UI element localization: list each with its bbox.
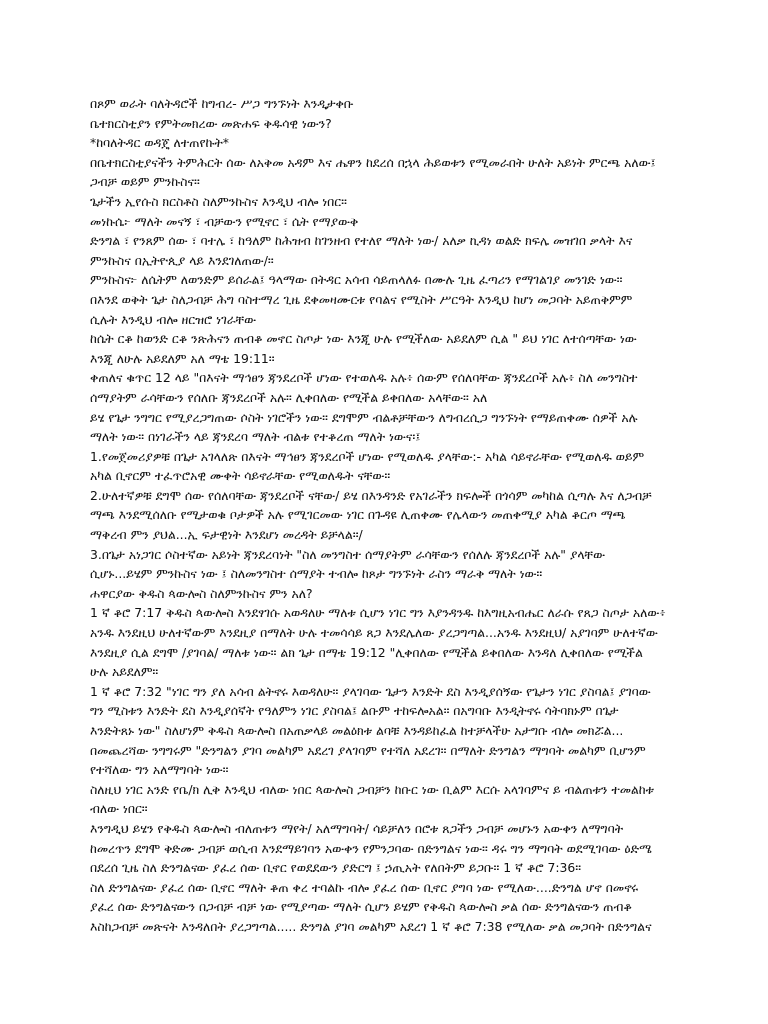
document-body: [90, 94, 708, 937]
text-line: ከሴት ርቆ ከወንድ ርቆ ንጽሕናን ጠብቆ መኖር ስጦታ ነው እንጂ ሁሉ የሚችለው አይደለም ሲል " ይህ ነገር ለተሰጣቸው ነው: [90, 331, 637, 347]
text-line: በቤተክርስቲያናችን ትምሕርት ሰው ለአቅመ አዳም እና ሔዋን ከደረሰ በኋላ ሕይወቱን የሚመራበት ሁለት አይነት ምርጫ አለው፤: [90, 154, 656, 170]
text-line: ምንኩስና፦ ለሴትም ለወንድም ይሰራል፤ ዓላማው በትዳር አሳብ ሳይጠላለፉ በሙሉ ጊዜ ፈጣሪን የማገልገያ መንገድ ነው።: [90, 272, 623, 288]
text-line: እንግዲህ ይሄን የቅዱስ ጳውሎስ ብለጠቱን ማየት/ አለማግባት/ ሳይቻለን በሮቱ ጸጋችን ጋብቻ መሆኑን አውቀን ለማግባት: [90, 820, 624, 836]
text-line: መነኩሴ፦ ማለት መናኝ ፣ ብቻውን የሚኖር ፣ ሴት የማያውቅ: [90, 213, 359, 229]
text-line: አንዱ እንደዚህ ሁለተኛውም እንደዚያ በማለት ሁሉ ተመሳሳይ ጸጋ እንደሌለው ያረጋግጣል...አንዱ እንደዚህ/ አያገባም ሁለተኛው: [90, 625, 658, 641]
text-line: ቀጠለና ቁጥር 12 ላይ "በእናት ማኅፀን ጃንደረቦች ሆነው የተወለዱ አሉ፥ ሰውም የሰለባቸው ጃንደረቦች አሉ፥ ስለ መንግስተ: [90, 370, 638, 386]
text-line: የተሻለው ግን አለማግባት ነው።: [90, 762, 229, 778]
text-line: 2.ሁለተኛዎቹ ደግሞ ሰው የሰለባቸው ጃንደረቦች ናቸው/ ይሄ በእንዳንድ የአገራችን ክፍሎች በጎሳም መካከል ሲጣሉ እና ለጋብቻ: [90, 487, 652, 503]
text-line: እንደዚያ ሲል ደግሞ /ያገባል/ ማለቱ ነው። ልክ ጌታ በማቴ 19:12 "ሊቀበለው የሚችል ይቀበለው እንዳለ ሊቀበለው የሚችል: [90, 644, 643, 660]
text-line: በእንደ ወቅት ጌታ ስለጋብቻ ሕግ ባስተማረ ጊዜ ደቀመዛሙርቱ የባልና የሚስት ሥርዓት እንዲህ ከሆነ መጋባት አይጠቅምም: [90, 291, 633, 307]
text-line: ማጫ እንደሚሰለቡ የሚታወቁ ቦታዎች አሉ የሚገርመው ነገር በጉዳዩ ሊጠቀሙ የሌላውን መጠቀሚያ አካል ቆርጦ ማጫ: [90, 507, 626, 523]
text-line: 1.የመጀመሪያዎቹ በጌታ አገላለጽ በእናት ማኅፀን ጃንደረቦች ሆነው የሚወለዱ ያላቸው:- አካል ሳይኖራቸው የሚወለዱ ወይም: [90, 448, 645, 464]
text-line: ብለው ነበር።: [90, 801, 148, 817]
text-line: በደረሰ ጊዜ ስለ ድንግልናው ያፈረ ሰው ቢኖር የወደደውን ያድርግ ፤ ኃጢአት የለበትም ይጋቡ። 1 ኛ ቆሮ 7:36።: [90, 860, 582, 876]
text-line: ግን ሚስቱን እንድት ደስ እንዲያሰኛት የዓለምን ነገር ያስባል፤ ልቡም ተከፍሎአል። በአግባቡ እንዲትኖሩ ሳትባክኑም በጌታ: [90, 703, 619, 719]
text-line: አካል ቢኖርም ተፈጥሮአዊ ሙቀት ሳይኖራቸው የሚወለዱት ናቸው።: [90, 468, 391, 484]
text-line: ሲሉት እንዲህ ብሎ ዘርዝሮ ነገራቸው: [90, 311, 257, 327]
text-line: ከመረጥን ደግሞ ቅድሙ ጋብቻ ወሲብ እንደማይገባን አውቀን የምንጋባው በድንግልና ነው። ዳሩ ግን ማግባት ወደሚገባው ዕድሜ: [90, 840, 652, 856]
text-line: ማለት ነው። በነገራችን ላይ ጃንደረባ ማለት ብልቱ የተቆረጠ ማለት ነውና፡፤: [90, 429, 421, 445]
text-line: እስከጋብቻ መጽናት እንዳለበት ያረጋግጣል..... ድንግል ያገባ መልካም አደረገ 1 ኛ ቆሮ 7:38 የሚለው ቃል መጋባት በድንግልና: [90, 918, 652, 934]
text-line: ድንግል ፣ የንጸም ሰው ፣ ባተሌ ፣ ከዓለም ከሕዝብ ከገንዘብ የተለየ ማለት ነው/ አለቃ ኪዳነ ወልድ ክፍሌ መዝገበ ቃላት እና: [90, 233, 633, 249]
text-line: ስለዚህ ነገር አንድ የቤ/ክ ሊቅ እንዲህ ብለው ነበር ጳውሎስ ጋብቻን ከቡር ነው ቢልም እርሱ አላገባምና ይ ብልጠቱን ተመልከቱ: [90, 781, 654, 797]
text-line: ሐዋርያው ቅዱስ ጳውሎስ ስለምንኩስና ምን አለ?: [90, 585, 313, 601]
text-line: ስለ ድንግልናው ያፈረ ሰው ቢኖር ማለት ቆጠ ቀረ ተባልኩ ብሎ ያፈረ ሰው ቢኖር ያግባ ነው የሚለው....ድንግል ሆኖ በመኖሩ: [90, 879, 639, 895]
text-line: ይሄ የጌታ ንግግር የሚያረጋግጠው ሶስት ነገሮችን ነው። ደግሞም ብልቶቻቸውን ለግብረሲጋ ግንኙነት የማይጠቀሙ ሰዎች አሉ: [90, 409, 638, 425]
text-line: እንጂ ለሁሉ አይደለም አለ ማቴ 19:11።: [90, 350, 275, 366]
text-line: በጾም ወራት ባለትዳሮች ከግብረ- ሥጋ ግንኙነት እንዲታቀቡ: [90, 96, 354, 111]
text-line: ቤተክርስቲያን የምትመክረው መጽሐፍ ቅዱሳዊ ነውን?: [90, 115, 332, 131]
text-line: ያፈረ ሰው ድንግልናውን በጋብቻ ብቻ ነው የሚያጣው ማለት ሲሆን ይሄም የቅዱስ ጳውሎስ ቃል ሰው ድንግልናውን ጠብቆ: [90, 899, 632, 915]
text-line: 1 ኛ ቆሮ 7:17 ቅዱስ ጳውሎስ እንደፃገሱ አወዳለሁ ማለቱ ሲሆን ነገር ግን እያንዳንዱ ከእግዚአብሔር ለራሱ የጸጋ ስጦታ አለው፥: [90, 605, 666, 621]
text-line: ሁሉ አይደለም።: [90, 664, 159, 680]
text-line: *ከባለትዳር ወዳጄ ለተጠየኩት*: [90, 135, 229, 151]
text-line: 1 ኛ ቆሮ 7:32 "ነገር ግን ያለ አሳብ ልትኖሩ እወዳለሁ። ያላገባው ጌታን እንድት ደስ እንዲያሰኝው የጌታን ነገር ያስባል፤ ያገባው: [90, 683, 651, 699]
text-line: ጋብቻ ወይም ምንኩስና።: [90, 174, 200, 190]
text-line: 3.በጌታ አነጋገር ሶስተኛው አይነት ጃንደረባነት "ስለ መንግስተ ሰማያትም ራሳቸውን የሰለሉ ጃንደረቦች አሉ" ያላቸው: [90, 546, 605, 562]
text-line: ሲሆኑ...ይሄም ምንኩስና ነው ፤ ስለመንግስተ ሰማያት ተብሎ ከጾታ ግንኙነት ራስን ማራቅ ማለት ነው።: [90, 566, 543, 582]
text-line: ጌታችን ኢየሱስ ክርስቶስ ስለምንኩስና እንዲህ ብሎ ነበር።: [90, 193, 347, 209]
text-line: ምንኩስና በኢትዮጲያ ላይ እንደገለጠው/።: [90, 252, 274, 268]
text-line: እንድትጸኑ ነው" ስለሆነም ቅዱስ ጳውሎስ በአጠቃላይ መልዕክቱ ልባቹ እንዳይከፈል ከተቻላችሁ አታግቡ ብሎ መክሯል...: [90, 723, 624, 738]
text-line: ሰማያትም ራሳቸውን የሰለቡ ጃንደረቦች አሉ። ሊቀበለው የሚችል ይቀበለው አላቸው። አለ: [90, 389, 488, 405]
text-line: ማቅረብ ምን ያህል...ኢ ፍታዊነት እንደሆነ መረዳት ይቻላል።/: [90, 527, 363, 543]
text-line: በመጨረሻው ንግግሩም "ድንግልን ያገባ መልካም አደረገ ያላገባም የተሻለ አደረገ። በማለት ድንግልን ማግባት መልካም ቢሆንም: [90, 742, 646, 758]
